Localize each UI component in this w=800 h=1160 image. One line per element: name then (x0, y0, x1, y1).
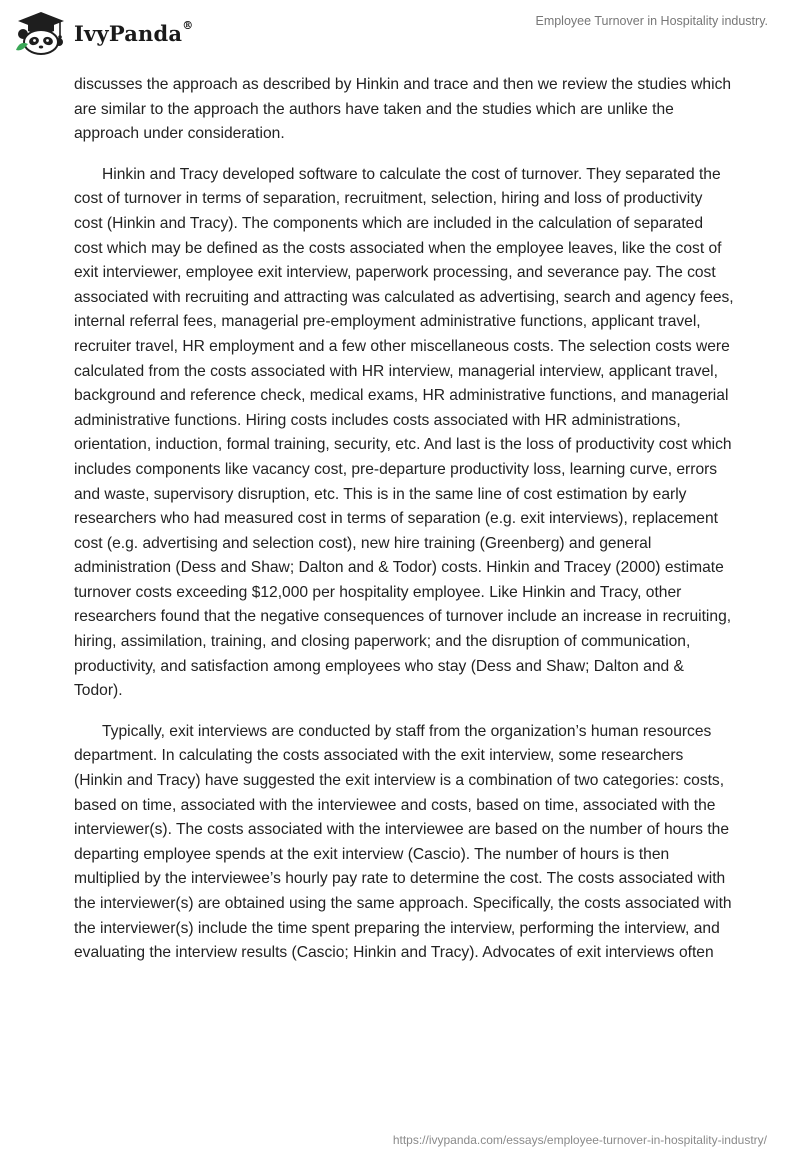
essay-body (74, 73, 734, 982)
source-url[interactable]: https://ivypanda.com/essays/employee-turnover-in-hospitality-industry/ (392, 1133, 767, 1147)
paragraph-continuation: discusses the approach as described by Hinkin and trace and then we review the studies which are similar to the approach the authors have taken and the studies which are unlike the approach under consideration. (74, 76, 732, 143)
paragraph-turnover-cost: Hinkin and Tracy developed software to calculate the cost of turnover. They separated the cost of turnover in terms of separation, recruitment, selection, hiring and loss of productivity cost (Hinkin and Tracy). The components which are included in the calculation of separated cost which may be defined as the costs associated when the employee leaves, like the cost of exit interviewer, employee exit interview, paperwork processing, and severance pay. The cost associated with recruiting and attracting was calculated as advertising, search and agency fees, internal referral fees, managerial pre-employment administrative functions, applicant travel, recruiter travel, HR employment and a few other miscellaneous costs. The selection costs were calculated from the costs associated with HR interview, managerial interview, applicant travel, background and reference check, medical exams, HR administrative functions, and managerial administrative functions. Hiring costs includes costs associated with HR administrations, orientation, induction, formal training, security, etc. And last is the loss of productivity cost which includes components like vacancy cost, pre-departure productivity loss, learning curve, errors and waste, supervisory disruption, etc. This is in the same line of cost estimation by early researchers who had measured cost in terms of separation (e.g. exit interviews), replacement cost (e.g. advertising and selection cost), new hire training (Greenberg) and general administration (Dess and Shaw; Dalton and & Todor) costs. Hinkin and Tracey (2000) estimate turnover costs exceeding $12,000 per hospitality employee. Like Hinkin and Tracy, other researchers found that the negative consequences of turnover include an increase in recruiting, hiring, assimilation, training, and closing paperwork; and the disruption of communication, productivity, and satisfaction among employees who stay (Dess and Shaw; Dalton and & Todor). (74, 165, 734, 700)
registered-mark: ® (182, 18, 194, 32)
brand-name (74, 18, 194, 46)
brand-logo[interactable] (14, 10, 193, 56)
panda-graduate-icon (14, 10, 68, 56)
page-header (0, 0, 800, 70)
brand-name-text: IvyPanda (74, 20, 183, 46)
document-title: Employee Turnover in Hospitality industry. (535, 14, 768, 28)
paragraph-exit-interviews: Typically, exit interviews are conducted by staff from the organization’s human resources department. In calculating the costs associated with the exit interview, some researchers (Hinkin and Tracy) have suggested the exit interview is a combination of two categories: costs, based on time, associated with the interviewee and costs, based on time, associated with the interviewer(s). The costs associated with the interviewee are based on the number of hours the departing employee spends at the exit interview (Cascio). The number of hours is then multiplied by the interviewee’s hourly pay rate to determine the cost. The costs associated with the interviewer(s) are obtained using the same approach. Specifically, the costs associated with the interviewer(s) include the time spent preparing the interview, performing the interview, and evaluating the interview results (Cascio; Hinkin and Tracy). Advocates of exit interviews often (74, 722, 732, 962)
